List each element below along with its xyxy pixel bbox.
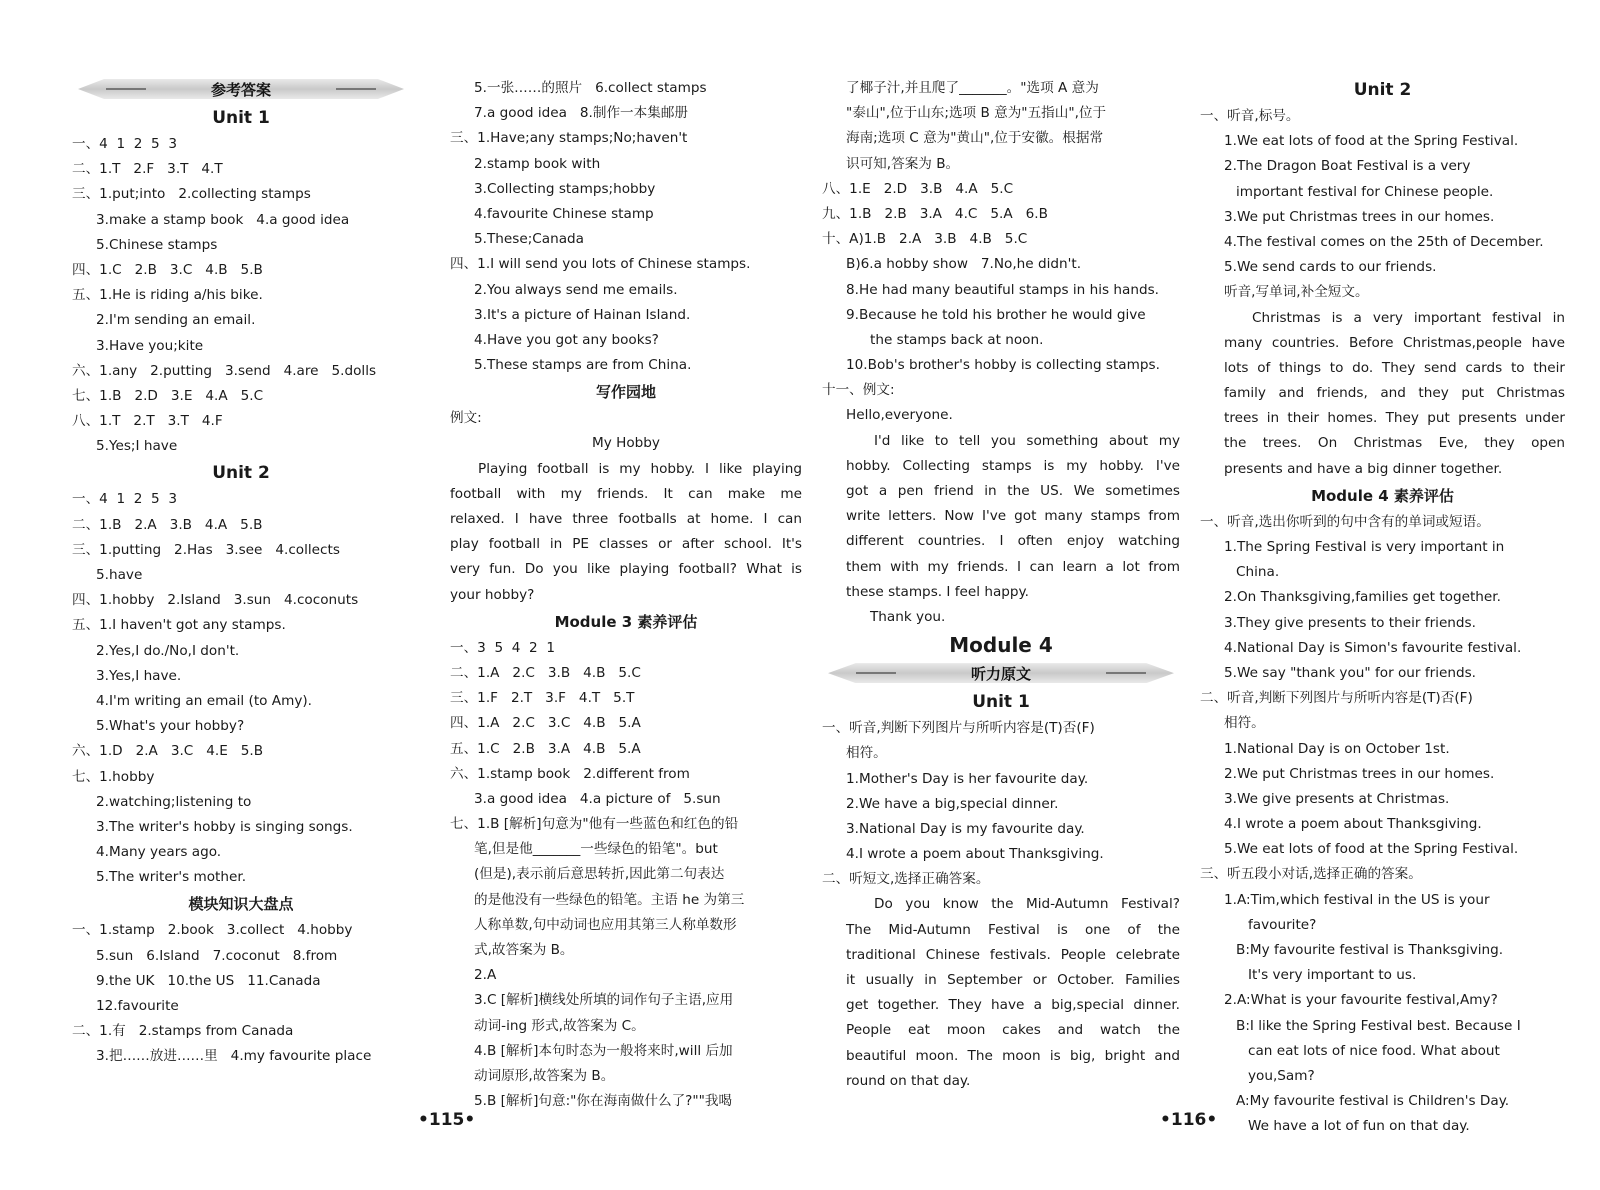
- answer-line: 5.Chinese stamps: [96, 236, 218, 253]
- banner-line-right: [1106, 672, 1146, 674]
- answer-line: 五、1.He is riding a/his bike.: [72, 287, 263, 304]
- script-line: presents and have a big dinner together.: [1224, 460, 1503, 477]
- script-line: 1.The Spring Festival is very important in: [1224, 539, 1505, 555]
- answer-line: 八、1.E 2.D 3.B 4.A 5.C: [822, 180, 1014, 197]
- answer-line: 5.Yes;I have: [96, 438, 178, 455]
- script-line: 3.National Day is my favourite day.: [846, 820, 1085, 837]
- essay-line: your hobby?: [450, 586, 535, 603]
- essay-line: I'd like to tell you something about my: [874, 432, 1180, 449]
- essay-line: very fun. Do you like playing football? What is: [450, 561, 802, 578]
- answer-line: 7.a good idea 8.制作一本集邮册: [474, 105, 689, 122]
- script-line: 2.The Dragon Boat Festival is a very: [1224, 158, 1471, 175]
- answer-line: 九、1.B 2.B 3.A 4.C 5.A 6.B: [822, 205, 1048, 222]
- answer-line: 人称单数,句中动词也应用其第三人称单数形: [474, 916, 737, 933]
- example-label: 例文:: [450, 410, 482, 427]
- answer-line: 式,故答案为 B。: [474, 942, 574, 958]
- script-line: The Mid-Autumn Festival is one of the: [846, 921, 1180, 938]
- script-line: 2.On Thanksgiving,families get together.: [1224, 589, 1501, 606]
- answer-line: 二、1.A 2.C 3.B 4.B 5.C: [450, 664, 641, 681]
- essay-line: them with my friends. I can learn a lot from: [846, 558, 1180, 575]
- script-line: 1.A:Tim,which festival in the US is your: [1224, 891, 1490, 908]
- section-title: 写作园地: [595, 383, 656, 402]
- answer-line: B)6.a hobby show 7.No,he didn't.: [846, 256, 1082, 273]
- essay-line: got a pen friend in the US. We sometimes: [846, 483, 1180, 499]
- module-title: Module 4: [949, 633, 1053, 658]
- answer-line: 2.watching;listening to: [96, 793, 252, 810]
- script-line: 4.National Day is Simon's favourite festival.: [1224, 639, 1522, 656]
- answer-line: 9.Because he told his brother he would give: [846, 306, 1146, 323]
- answer-line: 4.B [解析]本句时态为一般将来时,will 后加: [474, 1042, 733, 1059]
- script-line: you,Sam?: [1248, 1067, 1315, 1084]
- column-2: [450, 76, 802, 1114]
- answer-line: 5.The writer's mother.: [96, 869, 247, 886]
- answer-line: 2.Yes,I do./No,I don't.: [96, 642, 240, 659]
- banner-title: 听力原文: [970, 664, 1031, 683]
- answer-line: 3.把……放进……里 4.my favourite place: [96, 1048, 372, 1065]
- script-line: It's very important to us.: [1248, 967, 1417, 984]
- answer-line: 2.stamp book with: [474, 155, 601, 172]
- banner-line-left: [106, 88, 146, 90]
- answer-line: 2.A: [474, 967, 497, 984]
- answer-line: 2.You always send me emails.: [474, 281, 678, 298]
- answer-line: 的是他没有一些绿色的铅笔。主语 he 为第三: [474, 891, 745, 908]
- script-line: family and friends, and they put Christmas: [1224, 385, 1565, 402]
- answer-line: 七、1.hobby: [72, 768, 155, 785]
- script-line: beautiful moon. The moon is big, bright and: [846, 1047, 1180, 1064]
- script-line: trees in their homes. They put presents under: [1224, 410, 1565, 427]
- answer-line: 一、4 1 2 5 3: [72, 491, 177, 508]
- essay-line: Thank you.: [870, 608, 946, 625]
- answer-line: 8.He had many beautiful stamps in his hands.: [846, 281, 1159, 298]
- script-line: We have a lot of fun on that day.: [1248, 1118, 1470, 1135]
- script-line: 相符。: [846, 745, 887, 762]
- answer-line: 三、1.Have;any stamps;No;haven't: [450, 130, 688, 147]
- unit-title: Unit 1: [212, 108, 270, 128]
- script-line: 2.We have a big,special dinner.: [846, 795, 1059, 812]
- script-line: 3.We give presents at Christmas.: [1224, 790, 1450, 807]
- script-line: Christmas is a very important festival in: [1252, 309, 1565, 326]
- script-line: traditional Chinese festivals. People celebrate: [846, 946, 1180, 963]
- answer-line: 2.I'm sending an email.: [96, 312, 256, 329]
- answer-line: 4.Have you got any books?: [474, 331, 659, 348]
- essay-line: Playing football is my hobby. I like playing: [478, 460, 802, 477]
- script-line: 5.We send cards to our friends.: [1224, 259, 1437, 276]
- answer-line: 5.What's your hobby?: [96, 718, 245, 735]
- answer-line: 3.a good idea 4.a picture of 5.sun: [474, 790, 721, 807]
- listening-script-banner: [828, 660, 1174, 686]
- answer-line: (但是),表示前后意思转折,因此第二句表达: [474, 866, 725, 883]
- script-line: B:I like the Spring Festival best. Because I: [1236, 1017, 1521, 1034]
- answer-line: Hello,everyone.: [846, 407, 953, 424]
- answer-line: 四、1.hobby 2.Island 3.sun 4.coconuts: [72, 592, 359, 609]
- script-line: China.: [1236, 564, 1280, 581]
- answer-line: 四、1.A 2.C 3.C 4.B 5.A: [450, 715, 641, 732]
- unit-title: Unit 2: [1353, 80, 1412, 100]
- answer-line: 动词-ing 形式,故答案为 C。: [474, 1017, 645, 1034]
- answer-line: 二、1.B 2.A 3.B 4.A 5.B: [72, 516, 263, 533]
- script-line: People eat moon cakes and watch the: [846, 1022, 1180, 1039]
- script-line: 一、听音,判断下列图片与所听内容是(T)否(F): [822, 720, 1095, 737]
- answer-line: 海南;选项 C 意为"黄山",位于安徽。根据常: [846, 130, 1104, 147]
- answer-line: 3.The writer's hobby is singing songs.: [96, 818, 353, 835]
- answer-line: 六、1.D 2.A 3.C 4.E 5.B: [72, 743, 264, 760]
- answer-line: 5.B [解析]句意:"你在海南做什么了?""我喝: [474, 1093, 733, 1110]
- script-line: 一、听音,标号。: [1200, 108, 1300, 124]
- answer-line: 五、1.C 2.B 3.A 4.B 5.A: [450, 740, 641, 757]
- answer-line: 动词原形,故答案为 B。: [474, 1067, 615, 1084]
- answer-line: 六、1.stamp book 2.different from: [450, 765, 690, 782]
- script-line: 二、听音,判断下列图片与所听内容是(T)否(F): [1200, 690, 1473, 707]
- essay-line: hobby. Collecting stamps is my hobby. I've: [846, 457, 1180, 474]
- answer-line: 4.Many years ago.: [96, 844, 222, 861]
- answer-line: 5.sun 6.Island 7.coconut 8.from: [96, 947, 338, 964]
- page-number-left: •115•: [418, 1110, 476, 1130]
- script-line: get together. They have a big,special dinner.: [846, 997, 1180, 1014]
- answer-line: 4.I'm writing an email (to Amy).: [96, 692, 312, 709]
- answer-line: 3.Collecting stamps;hobby: [474, 180, 656, 197]
- answer-line: 3.Yes,I have.: [96, 667, 182, 684]
- script-line: the trees. On Christmas Eve, they open: [1224, 435, 1565, 452]
- banner-title: 参考答案: [210, 80, 271, 99]
- answer-line: 3.Have you;kite: [96, 337, 204, 354]
- script-line: Do you know the Mid-Autumn Festival?: [874, 896, 1180, 913]
- essay-title: My Hobby: [592, 435, 660, 452]
- script-line: 1.Mother's Day is her favourite day.: [846, 770, 1089, 787]
- script-line: can eat lots of nice food. What about: [1248, 1042, 1500, 1059]
- answer-line: 识可知,答案为 B。: [846, 155, 960, 172]
- section-title: 模块知识大盘点: [188, 895, 294, 914]
- answer-line: 二、1.T 2.F 3.T 4.T: [72, 161, 223, 178]
- answer-line: 3.C [解析]横线处所填的词作句子主语,应用: [474, 992, 734, 1009]
- answer-line: the stamps back at noon.: [870, 331, 1044, 348]
- script-line: favourite?: [1248, 916, 1317, 933]
- answer-line: 4.favourite Chinese stamp: [474, 205, 654, 222]
- answer-line: 笔,但是他_______一些绿色的铅笔"。but: [474, 841, 718, 858]
- column-3: [822, 76, 1180, 1094]
- script-line: 4.I wrote a poem about Thanksgiving.: [1224, 816, 1482, 833]
- script-line: round on that day.: [846, 1072, 971, 1089]
- answer-line: 3.make a stamp book 4.a good idea: [96, 211, 350, 228]
- answer-line: 3.It's a picture of Hainan Island.: [474, 306, 691, 323]
- essay-line: relaxed. I have three footballs at home. I can: [450, 511, 802, 527]
- script-line: many countries. Before Christmas,people have: [1224, 334, 1565, 351]
- answer-line: 八、1.T 2.T 3.T 4.F: [72, 413, 223, 430]
- answer-line: 12.favourite: [96, 998, 179, 1014]
- script-line: 5.We say "thank you" for our friends.: [1224, 664, 1476, 681]
- script-line: 相符。: [1224, 715, 1265, 732]
- answer-line: 七、1.B [解析]句意为"他有一些蓝色和红色的铅: [450, 816, 739, 833]
- script-line: 三、听五段小对话,选择正确的答案。: [1200, 866, 1422, 883]
- section-title: Module 3 素养评估: [554, 612, 698, 631]
- answer-line: 二、1.有 2.stamps from Canada: [72, 1023, 294, 1040]
- answer-line: 六、1.any 2.putting 3.send 4.are 5.dolls: [72, 362, 377, 379]
- script-line: 5.We eat lots of food at the Spring Festival.: [1224, 841, 1519, 858]
- script-line: B:My favourite festival is Thanksgiving.: [1236, 942, 1504, 958]
- banner-line-left: [856, 672, 896, 674]
- answer-line: 一、3 5 4 2 1: [450, 639, 555, 656]
- banner-line-right: [336, 88, 376, 90]
- script-line: 一、听音,选出你听到的句中含有的单词或短语。: [1200, 513, 1490, 530]
- column-1: [72, 76, 410, 1070]
- answer-line: "泰山",位于山东;选项 B 意为"五指山",位于: [846, 105, 1107, 122]
- unit-title: Unit 1: [972, 692, 1030, 713]
- answer-line: 三、1.put;into 2.collecting stamps: [72, 186, 311, 203]
- script-line: 4.The festival comes on the 25th of December.: [1224, 233, 1544, 250]
- answer-line: 十、A)1.B 2.A 3.B 4.B 5.C: [822, 231, 1028, 248]
- script-line: 3.They give presents to their friends.: [1224, 614, 1476, 631]
- script-line: 2.A:What is your favourite festival,Amy?: [1224, 992, 1498, 1009]
- script-line: 二、听短文,选择正确答案。: [822, 871, 990, 888]
- answer-line: 一、1.stamp 2.book 3.collect 4.hobby: [72, 922, 353, 939]
- answer-line: 10.Bob's brother's hobby is collecting stamps.: [846, 357, 1160, 374]
- answer-line: 十一、例文:: [822, 382, 895, 399]
- answer-line: 9.the UK 10.the US 11.Canada: [96, 972, 321, 989]
- answer-line: 5.These;Canada: [474, 231, 585, 248]
- answer-line: 5.These stamps are from China.: [474, 357, 692, 374]
- essay-line: different countries. I often enjoy watching: [846, 533, 1180, 550]
- script-line: it usually in September or October. Families: [846, 972, 1180, 988]
- answer-line: 5.have: [96, 567, 143, 583]
- answer-line: 了椰子汁,并且爬了_______。"选项 A 意为: [846, 80, 1099, 96]
- answer-line: 三、1.F 2.T 3.F 4.T 5.T: [450, 690, 635, 707]
- column-4: [1200, 76, 1565, 1140]
- essay-line: play football in PE classes or after school. It's: [450, 536, 802, 553]
- unit-title: Unit 2: [212, 463, 270, 484]
- script-line: important festival for Chinese people.: [1236, 183, 1494, 200]
- essay-line: football with my friends. It can make me: [450, 485, 802, 502]
- script-line: lots of things to do. They send cards to their: [1224, 359, 1565, 376]
- answer-line: 五、1.I haven't got any stamps.: [72, 617, 286, 634]
- script-line: 听音,写单词,补全短文。: [1224, 284, 1369, 301]
- answer-line: 四、1.C 2.B 3.C 4.B 5.B: [72, 261, 263, 278]
- answer-line: 一、4 1 2 5 3: [72, 136, 177, 152]
- answer-line: 七、1.B 2.D 3.E 4.A 5.C: [72, 387, 264, 404]
- script-line: 4.I wrote a poem about Thanksgiving.: [846, 846, 1104, 863]
- script-line: A:My favourite festival is Children's Day.: [1236, 1093, 1510, 1110]
- answer-line: 三、1.putting 2.Has 3.see 4.collects: [72, 541, 340, 558]
- script-line: 1.We eat lots of food at the Spring Festival.: [1224, 133, 1519, 150]
- answer-line: 5.一张……的照片 6.collect stamps: [474, 80, 707, 96]
- script-line: 2.We put Christmas trees in our homes.: [1224, 765, 1495, 782]
- script-line: 1.National Day is on October 1st.: [1224, 740, 1450, 757]
- page-number-right: •116•: [1160, 1110, 1218, 1130]
- essay-line: these stamps. I feel happy.: [846, 583, 1029, 600]
- answer-key-banner: [78, 76, 404, 102]
- essay-line: write letters. Now I've got many stamps from: [846, 508, 1180, 525]
- answer-line: 四、1.I will send you lots of Chinese stamps.: [450, 256, 751, 273]
- section-title: Module 4 素养评估: [1311, 486, 1454, 505]
- script-line: 3.We put Christmas trees in our homes.: [1224, 208, 1495, 225]
